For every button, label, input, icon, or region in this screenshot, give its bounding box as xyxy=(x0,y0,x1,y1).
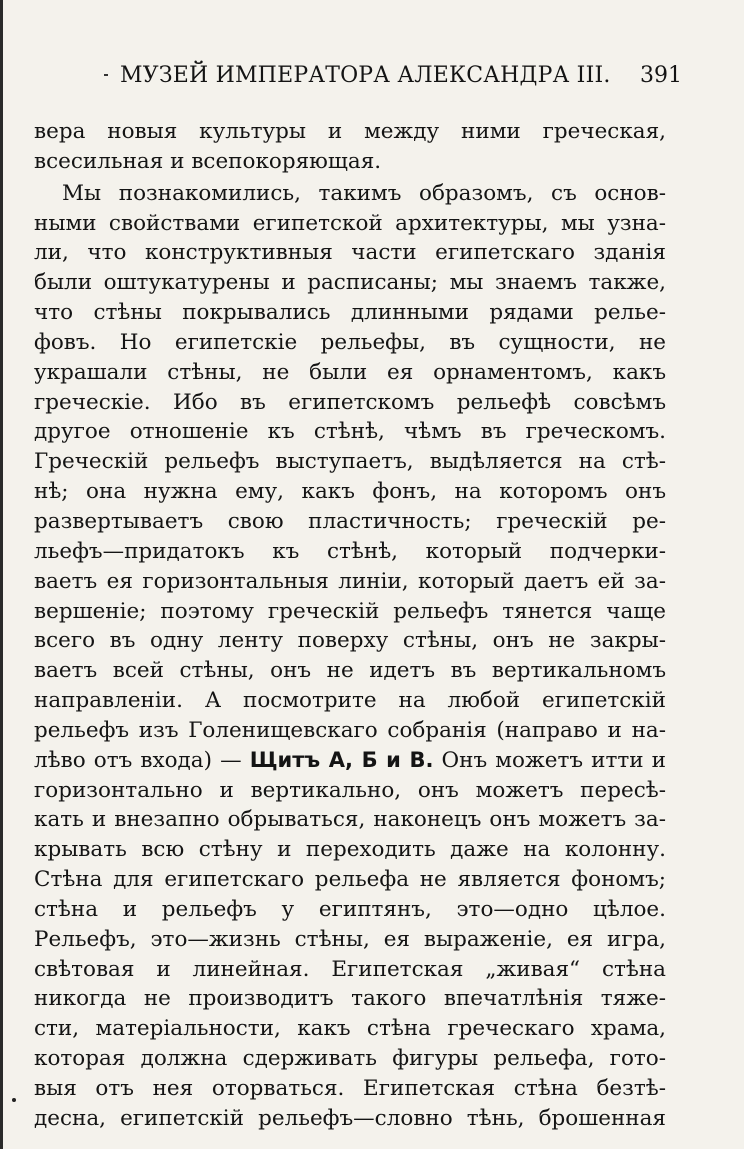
text-line: были оштукатурены и расписаны; мы знаемъ также, xyxy=(34,270,666,296)
text-line: другое отношеніе къ стѣнѣ, чѣмъ въ греческомъ. xyxy=(34,419,666,445)
body-text xyxy=(34,117,666,1134)
line-segment: Онъ можетъ итти и xyxy=(433,747,666,773)
text-line: которая должна сдерживать фигуры рельефа, гото- xyxy=(34,1046,666,1072)
text-line: всего въ одну ленту поверху стѣны, онъ не закры- xyxy=(34,628,666,654)
text-line: сти, матеріальности, какъ стѣна греческаго храма, xyxy=(34,1016,666,1042)
page-header xyxy=(104,60,682,92)
text-line: стѣна и рельефъ у египтянъ, это—одно цѣлое. xyxy=(34,896,666,922)
text-line: что стѣны покрывались длинными рядами релье- xyxy=(34,300,666,326)
running-title: МУЗЕЙ ИМПЕРАТОРА АЛЕКСАНДРА III. xyxy=(120,63,611,88)
text-line: десна, египетскій рельефъ—словно тѣнь, брошенная xyxy=(34,1105,666,1131)
text-line: Рельефъ, это—жизнь стѣны, ея выраженіе, ея игра, xyxy=(34,926,666,952)
exhibit-reference: Щитъ А, Б и В. xyxy=(249,747,434,772)
text-line: никогда не производитъ такого впечатлѣнія тяже- xyxy=(34,986,666,1012)
text-line: украшали стѣны, не были ея орнаментомъ, какъ xyxy=(34,359,666,385)
text-line: крывать всю стѣну и переходить даже на колонну. xyxy=(34,837,666,863)
text-line: нѣ; она нужна ему, какъ фонъ, на которомъ онъ xyxy=(34,479,666,505)
text-line: развертываетъ свою пластичность; греческій ре- xyxy=(34,508,666,534)
text-line: всесильная и всепокоряющая. xyxy=(34,148,382,174)
line-segment: лѣво отъ входа) — xyxy=(34,747,250,773)
text-line: фовъ. Но египетскіе рельефы, въ сущности, не xyxy=(34,329,666,355)
text-line: свѣтовая и линейная. Египетская „живая“ стѣна xyxy=(34,956,666,982)
text-line: ваетъ ея горизонтальныя линіи, который даетъ ей за- xyxy=(34,568,666,594)
text-line: выя отъ нея оторваться. Египетская стѣна безтѣ- xyxy=(34,1076,666,1101)
text-line: ными свойствами египетской архитектуры, мы узна- xyxy=(34,210,666,236)
text-line: ли, что конструктивныя части египетскаго зданія xyxy=(34,240,666,266)
text-line: Греческій рельефъ выступаетъ, выдѣляется на стѣ- xyxy=(34,449,666,475)
page-edge-shadow xyxy=(0,0,3,1149)
text-line: льефъ—придатокъ къ стѣнѣ, который подчерки- xyxy=(34,538,666,564)
text-line: рельефъ изъ Голенищевскаго собранія (направо и на- xyxy=(34,717,666,743)
text-line: Стѣна для египетскаго рельефа не является фономъ; xyxy=(34,867,666,893)
paragraph-start-line: Мы познакомились, такимъ образомъ, съ основ- xyxy=(62,180,666,206)
page-number: 391 xyxy=(640,63,682,88)
text-line: вера новыя культуры и между ними греческая, xyxy=(34,119,666,144)
text-line: ваетъ всей стѣны, онъ не идетъ въ вертикальномъ xyxy=(34,658,666,684)
text-line: греческіе. Ибо въ египетскомъ рельефѣ совсѣмъ xyxy=(34,389,666,415)
text-line-with-exhibit-ref xyxy=(34,746,666,776)
header-dot-mark xyxy=(104,74,108,76)
text-line: вершеніе; поэтому греческій рельефъ тянется чаще xyxy=(34,598,666,624)
text-line: горизонтально и вертикально, онъ можетъ пересѣ- xyxy=(34,777,666,803)
margin-ink-dot xyxy=(12,1098,16,1102)
text-line: направленіи. А посмотрите на любой египетскій xyxy=(34,688,666,714)
text-line: кать и внезапно обрываться, наконецъ онъ можетъ за- xyxy=(34,807,666,833)
